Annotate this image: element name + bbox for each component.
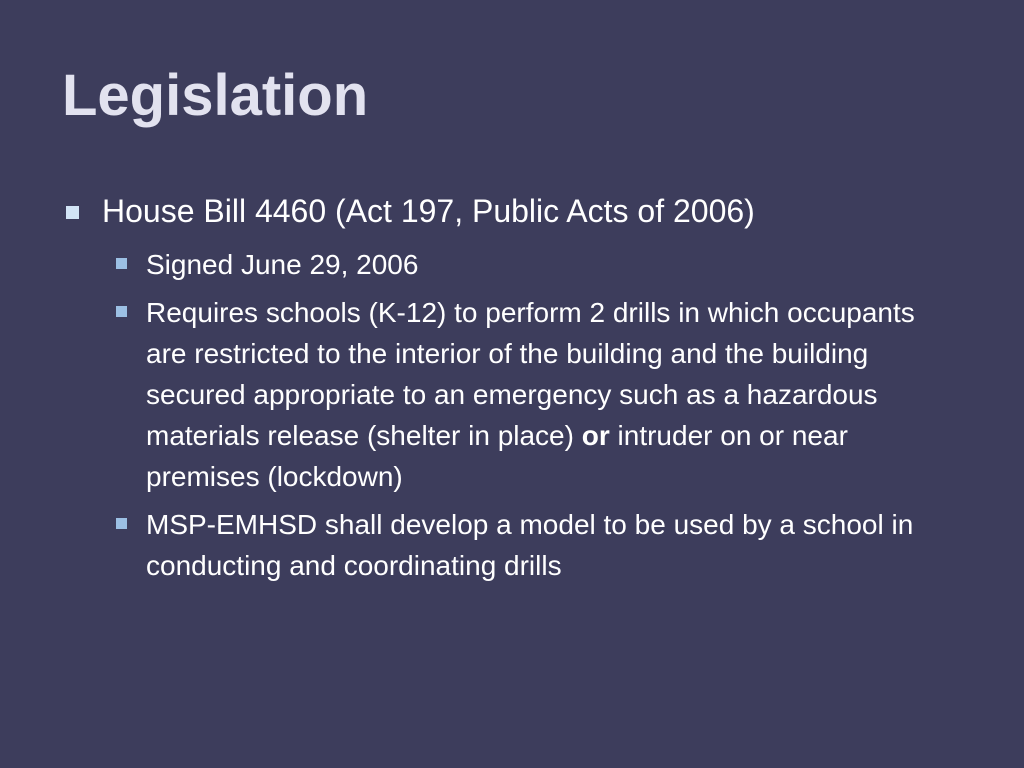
sub-bullet-text-signed: Signed June 29, 2006 xyxy=(146,249,419,280)
bullet-list xyxy=(62,190,962,232)
requires-text-before: Requires schools (K-12) to perform 2 drills in which occupants are restricted to the interior of the building and the building secured appropriate to an emergency such as a hazardous materials release (shelter in place) xyxy=(146,297,915,451)
list-item xyxy=(62,190,962,232)
sub-bullet-text-requires xyxy=(146,297,915,492)
slide-title: Legislation xyxy=(62,63,369,128)
square-bullet-icon xyxy=(66,206,79,219)
sub-bullet-list xyxy=(116,244,956,593)
square-bullet-icon xyxy=(116,258,127,269)
emphasis-or: or xyxy=(581,420,610,451)
list-item xyxy=(116,244,956,285)
list-item xyxy=(116,292,956,497)
list-item xyxy=(116,504,956,586)
requires-text-after: intruder on or near premises (lockdown) xyxy=(146,420,848,492)
bullet-text-house-bill: House Bill 4460 (Act 197, Public Acts of 2006) xyxy=(102,193,755,229)
sub-bullet-text-msp: MSP-EMHSD shall develop a model to be used by a school in conducting and coordinating drills xyxy=(146,509,914,581)
square-bullet-icon xyxy=(116,306,127,317)
square-bullet-icon xyxy=(116,518,127,529)
